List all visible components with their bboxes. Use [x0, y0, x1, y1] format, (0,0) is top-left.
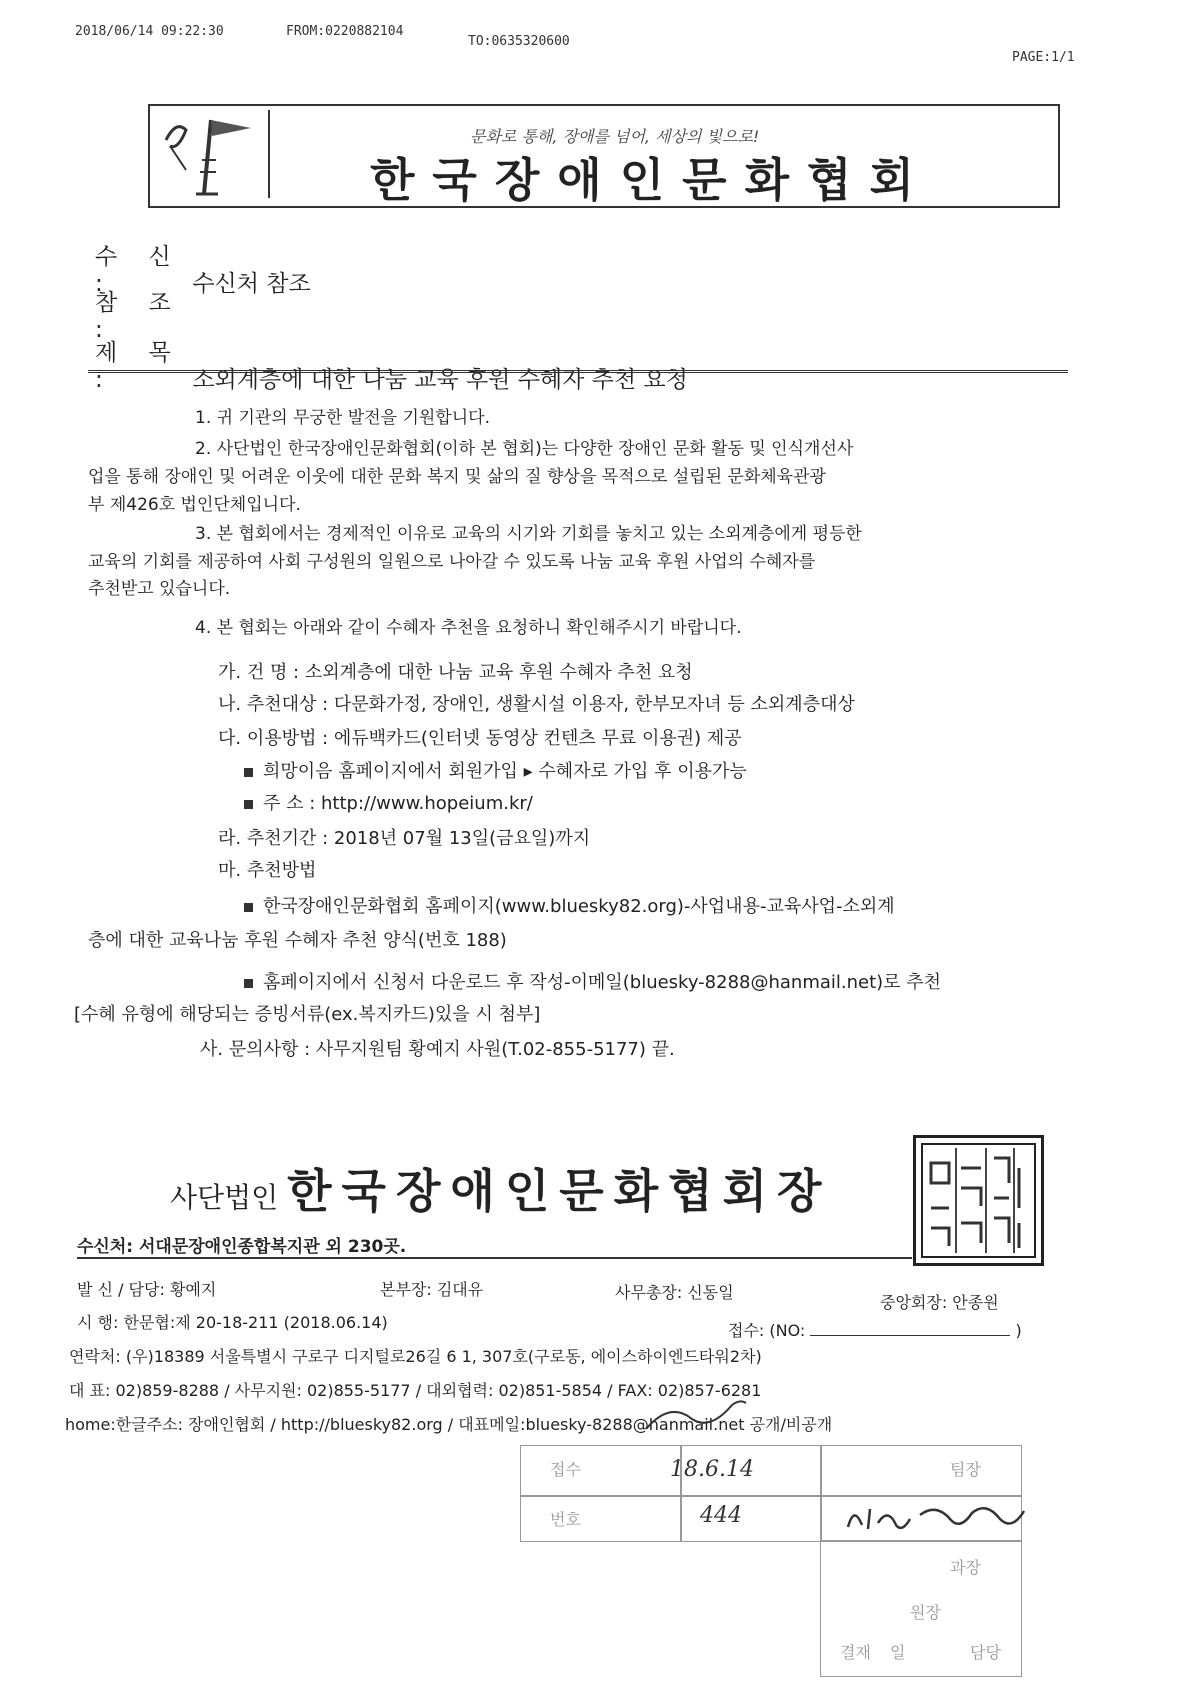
bullet-icon — [244, 903, 253, 912]
fax-to: TO:0635320600 — [468, 34, 570, 49]
item-ma-bullet-1-text: 한국장애인문화협회 홈페이지(www.bluesky82.org)-사업내용-교육사업-소외계 — [263, 896, 895, 917]
paragraph-3-line-2: 교육의 기회를 제공하여 사회 구성원의 일원으로 나아갈 수 있도록 나눔 교육 후원 사업의 수혜자를 — [88, 552, 816, 572]
bullet-icon — [244, 768, 253, 777]
dept-head: 본부장: 김대유 — [380, 1280, 484, 1299]
phone-numbers: 대 표: 02)859-8288 / 사무지원: 02)855-5177 / 대외협력: 02)851-5854 / FAX: 02)857-6281 — [69, 1381, 762, 1400]
stamp-label-team-lead: 팀장 — [950, 1460, 981, 1479]
paragraph-1: 1. 귀 기관의 무궁한 발전을 기원합니다. — [195, 408, 490, 428]
secretary-general: 사무총장: 신동일 — [615, 1283, 734, 1302]
item-ma-bullet-1 — [244, 892, 895, 918]
subject-value: 소외계층에 대한 나눔 교육 후원 수혜자 추천 요청 — [192, 367, 688, 393]
footer-org-name: 한국장애인문화협회장 — [287, 1164, 832, 1218]
stamp-label-section-chief: 과장 — [950, 1558, 981, 1577]
grid-cell — [520, 1445, 682, 1497]
stamp-label-number: 번호 — [550, 1510, 581, 1529]
sender: 발 신 / 담당: 황예지 — [77, 1280, 217, 1299]
item-da-bullet-1 — [244, 757, 747, 783]
divider — [88, 370, 1068, 373]
reference-label: 참 조 : — [95, 290, 183, 343]
item-da-bullet-2-text: 주 소 : http://www.hopeium.kr/ — [263, 793, 533, 814]
receipt-field — [728, 1318, 1022, 1341]
receipt-blank — [810, 1335, 1010, 1336]
bullet-icon — [244, 979, 253, 988]
recipient-value: 수신처 참조 — [192, 271, 311, 297]
handwritten-signature — [640, 1395, 750, 1435]
address: 연락처: (우)18389 서울특별시 구로구 디지털로26길 6 1, 307호(구로동, 에이스하이엔드타워2차) — [69, 1347, 762, 1366]
item-ma-bullet-2-line-2: [수혜 유형에 해당되는 증빙서류(ex.복지카드)있을 시 첨부] — [74, 1004, 541, 1025]
paragraph-4: 4. 본 협회는 아래와 같이 수혜자 추천을 요청하니 확인해주시기 바랍니다. — [195, 618, 742, 638]
logo-icon — [156, 110, 266, 196]
item-ra: 라. 추천기간 : 2018년 07월 13일(금요일)까지 — [218, 828, 591, 849]
stamp-label-director: 원장 — [910, 1603, 941, 1622]
handwritten-signature — [840, 1497, 1030, 1537]
letterhead — [148, 104, 1060, 208]
fax-page: PAGE:1/1 — [1012, 50, 1075, 65]
document-number: 시 행: 한문협:제 20-18-211 (2018.06.14) — [77, 1313, 388, 1332]
grid-cell — [820, 1445, 1022, 1497]
footer-title — [170, 1155, 831, 1221]
stamp-date: 18.6.14 — [670, 1457, 754, 1482]
paragraph-3-line-3: 추천받고 있습니다. — [88, 579, 231, 599]
slogan: 문화로 통해, 장애를 넘어, 세상의 빛으로! — [470, 127, 760, 146]
item-sa: 사. 문의사항 : 사무지원팀 황예지 사원(T.02-855-5177) 끝. — [200, 1039, 675, 1060]
stamp-number: 444 — [700, 1503, 742, 1528]
org-title: 한국장애인문화협회 — [370, 153, 932, 207]
recipient-label: 수 신 : — [95, 244, 183, 297]
fax-from: FROM:0220882104 — [286, 24, 404, 39]
item-ma: 마. 추천방법 — [218, 860, 317, 881]
paragraph-2-line-3: 부 제426호 법인단체입니다. — [88, 495, 301, 515]
recipients-list: 수신처: 서대문장애인종합복지관 외 230곳. — [77, 1232, 912, 1259]
stamp-label-day: 일 — [890, 1643, 906, 1662]
subject-label: 제 목 : — [95, 340, 183, 393]
organization-logo — [156, 110, 270, 198]
item-da-bullet-2 — [244, 789, 533, 815]
receipt-label: 접수: (NO: — [728, 1321, 806, 1340]
paragraph-2-line-1: 2. 사단법인 한국장애인문화협회(이하 본 협회)는 다양한 장애인 문화 활동 및 인식개선사 — [195, 439, 854, 459]
item-ma-bullet-1-line-2: 층에 대한 교육나눔 후원 수혜자 추천 양식(번호 188) — [88, 930, 507, 951]
official-seal — [913, 1135, 1044, 1266]
item-na: 나. 추천대상 : 다문화가정, 장애인, 생활시설 이용자, 한부모자녀 등 소외계층대상 — [218, 694, 855, 715]
home-info: home:한글주소: 장애인협회 / http://bluesky82.org / 대표메일:bluesky-8288@hanmail.net 공개/비공개 — [65, 1415, 833, 1434]
paragraph-2-line-2: 업을 통해 장애인 및 어려운 이웃에 대한 문화 복지 및 삶의 질 향상을 목적으로 설립된 문화체육관광 — [88, 467, 826, 487]
item-ga: 가. 건 명 : 소외계층에 대한 나눔 교육 후원 수혜자 추천 요청 — [218, 662, 693, 683]
fax-datetime: 2018/06/14 09:22:30 — [75, 24, 224, 39]
stamp-label-staff: 담당 — [970, 1643, 1001, 1662]
bullet-icon — [244, 800, 253, 809]
receipt-end: ) — [1015, 1321, 1022, 1340]
footer-prefix: 사단법인 — [170, 1181, 279, 1214]
item-da-bullet-1-text: 희망이음 홈페이지에서 회원가입 ▸ 수혜자로 가입 후 이용가능 — [263, 761, 747, 782]
item-ma-bullet-2 — [244, 968, 941, 994]
item-da: 다. 이용방법 : 에듀백카드(인터넷 동영상 컨텐츠 무료 이용권) 제공 — [218, 728, 742, 749]
item-ma-bullet-2-text: 홈페이지에서 신청서 다운로드 후 작성-이메일(bluesky-8288@hanmail.net)로 추천 — [263, 972, 942, 993]
receipt-stamp-grid — [510, 1405, 1040, 1680]
chairman: 중앙회장: 안종원 — [880, 1293, 999, 1312]
subject-row — [95, 334, 688, 394]
paragraph-3-line-1: 3. 본 협회에서는 경제적인 이유로 교육의 시기와 기회를 놓치고 있는 소외계층에게 평등한 — [195, 524, 862, 544]
seal-icon — [916, 1138, 1041, 1263]
grid-cell — [520, 1495, 682, 1542]
stamp-label-receipt: 접수 — [550, 1460, 581, 1479]
stamp-label-approval: 결재 — [840, 1643, 871, 1662]
